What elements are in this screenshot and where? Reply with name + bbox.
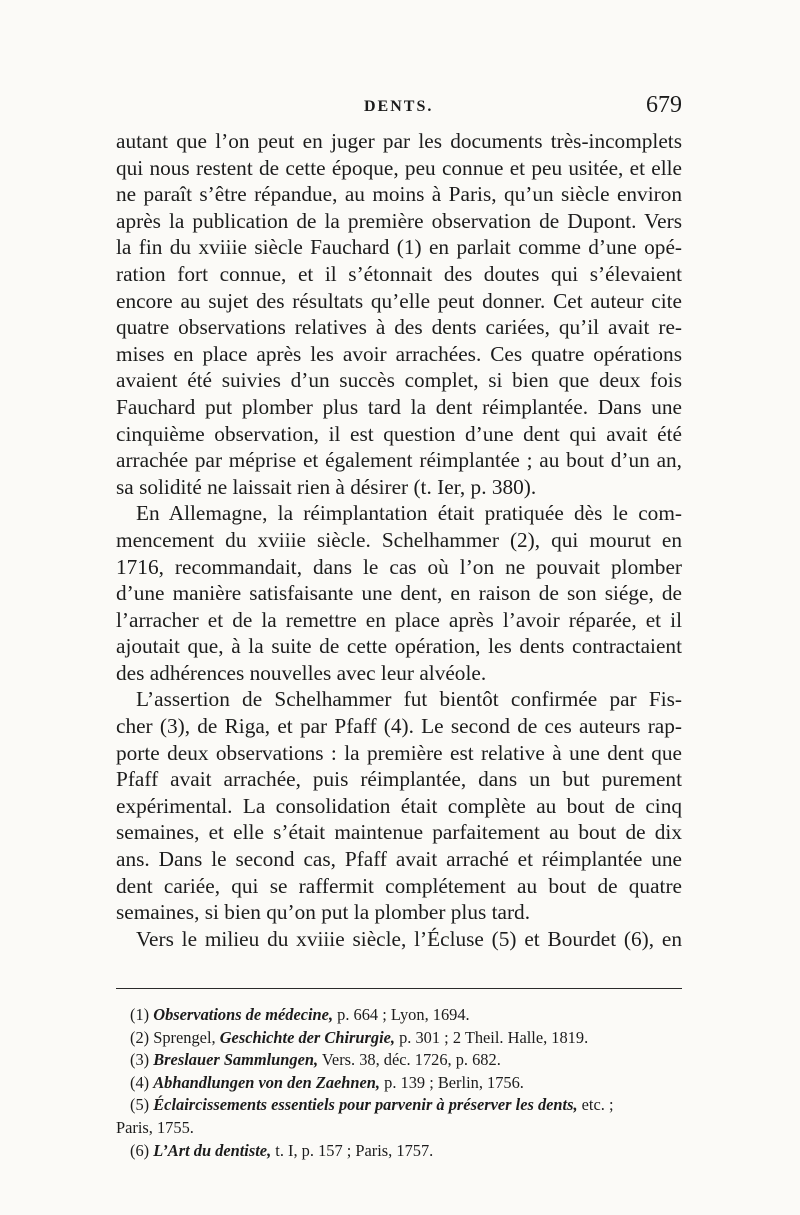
text-line: Pfaff avait arrachée, puis réimplantée, dans un but purement [116,767,682,792]
footnote-rule [116,988,682,989]
text-line: cinquième observation, il est question d’une dent qui avait été [116,421,682,446]
footnotes [116,1004,682,1162]
text-line: encore au sujet des résultats qu’elle peut donner. Cet auteur cite [116,288,682,313]
text-line: Vers le milieu du xviiie siècle, l’Écluse (5) et Bourdet (6), en [136,926,682,951]
page-header [116,92,682,122]
footnote-4 [130,1072,682,1095]
text-line: d’une manière satisfaisante une dent, en raison de son siége, de [116,581,682,606]
footnote-title: Breslauer Sammlungen, [153,1050,319,1070]
text-line: ration fort connue, et il s’étonnait des doutes qui s’élevaient [116,261,682,286]
text-line: mencement du xviiie siècle. Schelhammer (2), qui mourut en [116,527,682,552]
footnote-ref: t. I, p. 157 ; Paris, 1757. [271,1140,434,1160]
text-line: ajoutait que, à la suite de cette opération, les dents contractaient [116,634,682,659]
body-text [116,128,682,952]
footnote-ref: p. 139 ; Berlin, 1756. [380,1072,524,1092]
footnote-number: (3) [130,1050,150,1070]
footnote-number: (4) [130,1072,150,1092]
footnote-2 [130,1027,682,1050]
page-number: 679 [646,92,682,118]
text-line: autant que l’on peut en juger par les documents très-incomplets [116,129,682,153]
text-line: semaines, et elle s’était maintenue parfaitement au bout de dix [116,820,682,845]
footnote-3 [130,1049,682,1072]
text-line: quatre observations relatives à des dents cariées, qu’il avait re- [116,315,682,340]
text-line: avaient été suivies d’un succès complet, si bien que deux fois [116,368,682,393]
text-line: cher (3), de Riga, et par Pfaff (4). Le second de ces auteurs rap- [116,714,682,739]
footnote-1 [130,1004,682,1027]
text-line: qui nous restent de cette époque, peu connue et peu usitée, et elle [116,155,682,180]
text-line: expérimental. La consolidation était complète au bout de cinq [116,793,682,818]
footnote-6 [130,1140,682,1163]
footnote-title: Geschichte der Chirurgie, [219,1027,395,1047]
text-line: mises en place après les avoir arrachées. Ces quatre opérations [116,341,682,366]
text-line: sa solidité ne laissait rien à désirer (t. Ier, p. 380). [116,474,537,499]
footnote-ref: etc. ; [577,1095,614,1115]
footnote-number: (2) [130,1027,150,1047]
text-line: la fin du xviiie siècle Fauchard (1) en parlait comme d’une opé- [116,235,682,260]
footnote-ref: p. 664 ; Lyon, 1694. [333,1005,470,1024]
footnote-title: L’Art du dentiste, [153,1140,272,1160]
text-line: ans. Dans le second cas, Pfaff avait arraché et réimplantée une [116,847,682,872]
text-line: des adhérences nouvelles avec leur alvéole. [116,660,487,685]
footnote-number: (1) [130,1005,150,1024]
text-line: dent cariée, qui se raffermit complétement au bout de quatre [116,873,682,898]
footnote-5 [130,1094,682,1117]
footnote-title: Abhandlungen von den Zaehnen, [153,1072,381,1092]
text-line: ne paraît s’être répandue, au moins à Paris, qu’un siècle environ [116,182,682,207]
footnote-author: Sprengel, [153,1027,220,1047]
text-line: semaines, si bien qu’on put la plomber plus tard. [116,900,531,925]
text-line: porte deux observations : la première est relative à une dent que [116,740,682,765]
footnote-ref: p. 301 ; 2 Theil. Halle, 1819. [395,1027,589,1047]
text-line: Fauchard put plomber plus tard la dent réimplantée. Dans une [116,394,682,419]
footnote-number: (6) [130,1140,150,1160]
running-head: DENTS. [364,98,434,115]
footnote-5-continuation: Paris, 1755. [116,1117,194,1137]
text-line: En Allemagne, la réimplantation était pratiquée dès le com- [136,501,682,526]
footnote-title: Observations de médecine, [153,1005,334,1024]
footnote-title: Éclaircissements essentiels pour parvenir à préserver les dents, [153,1095,578,1115]
text-line: l’arracher et de la remettre en place après l’avoir réparée, et il [116,607,682,632]
text-line: arrachée par méprise et également réimplantée ; au bout d’un an, [116,448,682,473]
text-line: après la publication de la première observation de Dupont. Vers [116,208,682,233]
footnote-ref: Vers. 38, déc. 1726, p. 682. [318,1050,501,1070]
text-line: L’assertion de Schelhammer fut bientôt confirmée par Fis- [136,687,682,712]
text-line: 1716, recommandait, dans le cas où l’on ne pouvait plomber [116,554,682,579]
footnote-number: (5) [130,1095,150,1115]
